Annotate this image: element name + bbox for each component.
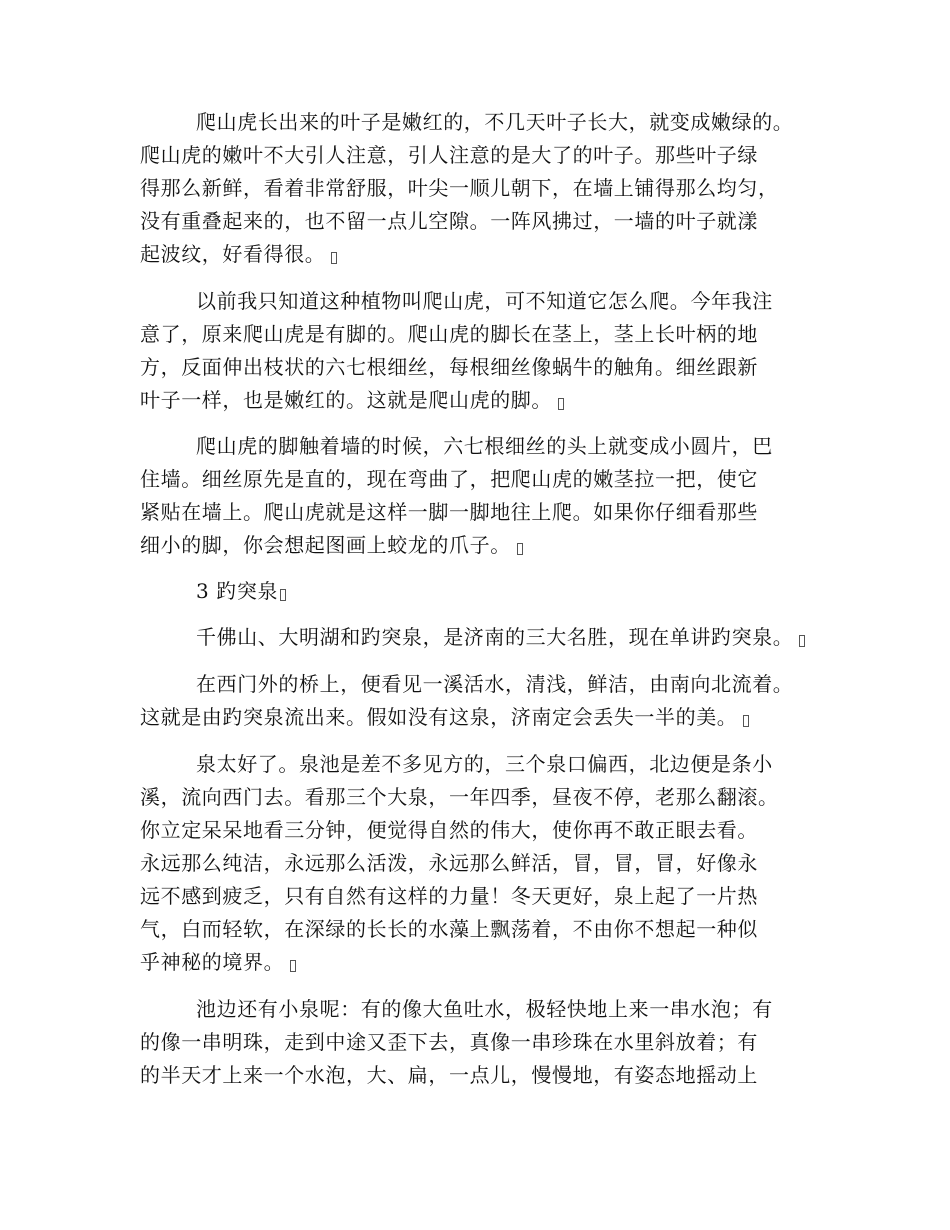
paragraph-mark-icon: [280, 589, 286, 601]
p1-line-1: 爬山虎长出来的叶子是嫩红的，不几天叶子长大，就变成嫩绿的。: [196, 110, 794, 134]
paragraph-mark-icon: [799, 635, 805, 647]
p6-line-2: 这就是由趵突泉流出来。假如没有这泉，济南定会丢失一半的美。: [140, 705, 738, 729]
p8-line-3: 的半天才上来一个水泡，大、扁，一点儿，慢慢地，有姿态地摇动上: [140, 1063, 758, 1087]
p1-line-5: 起波纹，好看得很。: [140, 242, 326, 266]
p7-line-1: 泉太好了。泉池是差不多见方的，三个泉口偏西，北边便是条小: [196, 752, 773, 776]
p7-line-7: 乎神秘的境界。: [140, 950, 285, 974]
p3-line-2: 住墙。细丝原先是直的，现在弯曲了，把爬山虎的嫩茎拉一把，使它: [140, 467, 758, 491]
p6-line-2-wrap: [140, 702, 749, 732]
p3-line-4-wrap: [140, 530, 523, 560]
section-heading: 3 趵突泉: [196, 579, 279, 603]
p2-line-3: 方，反面伸出枝状的六七根细丝，每根细丝像蜗牛的触角。细丝跟新: [140, 355, 758, 379]
p6-line-1: 在西门外的桥上，便看见一溪活水，清浅，鲜洁，由南向北流着。: [196, 672, 794, 696]
p8-line-1: 池边还有小泉呢：有的像大鱼吐水，极轻快地上来一串水泡；有: [196, 997, 773, 1021]
p5-line-1: 千佛山、大明湖和趵突泉，是济南的三大名胜，现在单讲趵突泉。: [196, 625, 794, 649]
paragraph-mark-icon: [517, 543, 523, 555]
p7-line-2: 溪，流向西门去。看那三个大泉，一年四季，昼夜不停，老那么翻滚。: [140, 785, 779, 809]
paragraph-mark-icon: [290, 960, 296, 972]
p2-line-2: 意了，原来爬山虎是有脚的。爬山虎的脚长在茎上，茎上长叶柄的地: [140, 322, 758, 346]
paragraph-mark-icon: [331, 252, 337, 264]
p3-line-4: 细小的脚，你会想起图画上蛟龙的爪子。: [140, 533, 511, 557]
p1-line-2: 爬山虎的嫩叶不大引人注意，引人注意的是大了的叶子。那些叶子绿: [140, 143, 758, 167]
p2-line-4-wrap: [140, 385, 564, 415]
p3-line-3: 紧贴在墙上。爬山虎就是这样一脚一脚地往上爬。如果你仔细看那些: [140, 500, 758, 524]
p8-line-2: 的像一串明珠，走到中途又歪下去，真像一串珍珠在水里斜放着；有: [140, 1030, 758, 1054]
p2-line-1: 以前我只知道这种植物叫爬山虎，可不知道它怎么爬。今年我注: [196, 289, 773, 313]
p3-line-1: 爬山虎的脚触着墙的时候，六七根细丝的头上就变成小圆片，巴: [196, 434, 773, 458]
p7-line-5: 远不感到疲乏，只有自然有这样的力量！冬天更好，泉上起了一片热: [140, 884, 758, 908]
p5-line-1-wrap: [196, 622, 805, 652]
p7-line-6: 气，白而轻软，在深绿的长长的水藻上飘荡着，不由你不想起一种似: [140, 917, 758, 941]
p1-line-4: 没有重叠起来的，也不留一点儿空隙。一阵风拂过，一墙的叶子就漾: [140, 209, 758, 233]
p7-line-4: 永远那么纯洁，永远那么活泼，永远那么鲜活，冒，冒，冒，好像永: [140, 851, 758, 875]
paragraph-mark-icon: [558, 398, 564, 410]
p7-line-7-wrap: [140, 947, 296, 977]
p7-line-3: 你立定呆呆地看三分钟，便觉得自然的伟大，使你再不敢正眼去看。: [140, 818, 758, 842]
p1-line-5-wrap: [140, 239, 337, 269]
p1-line-3: 得那么新鲜，看着非常舒服，叶尖一顺儿朝下，在墙上铺得那么均匀，: [140, 176, 779, 200]
p2-line-4: 叶子一样，也是嫩红的。这就是爬山虎的脚。: [140, 388, 552, 412]
paragraph-mark-icon: [743, 715, 749, 727]
section-heading-wrap: [196, 576, 286, 606]
